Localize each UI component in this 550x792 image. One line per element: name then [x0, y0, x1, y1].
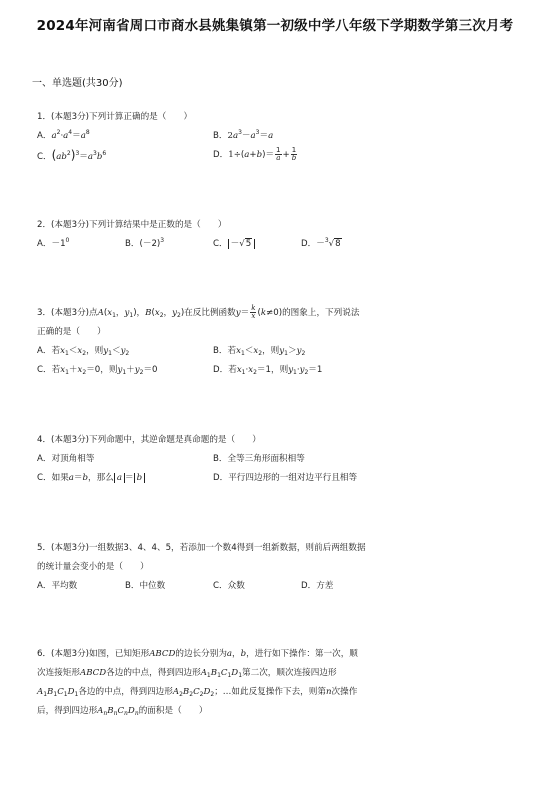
option-a[interactable]: A．平均数	[37, 581, 78, 591]
option-d[interactable]: D．方差	[301, 581, 334, 591]
question-stem: 5．(本题3分)一组数据3、4、4、5，若添加一个数4得到一组新数据，则前后两组数据	[37, 543, 366, 553]
option-a[interactable]: A．$a^2\cdot a^4=a^8$	[37, 129, 90, 141]
section-title: 一、单选题(共30分)	[32, 78, 123, 89]
option-c[interactable]: C．$(ab^2)^3=a^3b^6$	[37, 148, 107, 162]
option-c[interactable]: C．众数	[213, 581, 245, 591]
question-stem-cont: 后，得到四边形$A_nB_nC_nD_n$的面积是（ ）	[37, 706, 208, 717]
question-stem-cont: 正确的是（ ）	[37, 327, 106, 337]
question-stem-cont: 的统计量会变小的是（ ）	[37, 562, 149, 572]
option-a[interactable]: A．对顶角相等	[37, 454, 95, 464]
question-3	[37, 304, 359, 380]
question-6	[37, 645, 358, 721]
option-c[interactable]: C．若$x_1+x_2=0$，则$y_1+y_2=0$	[37, 365, 158, 376]
option-c[interactable]: C． －√5	[213, 235, 255, 254]
question-stem: 4．(本题3分)下列命题中，其逆命题是真命题的是（ ）	[37, 435, 261, 445]
question-stem: 6．(本题3分)如图，已知矩形ABCD的边长分别为a，b，进行如下操作：第一次，顺	[37, 649, 358, 659]
question-stem-cont: 次连接矩形ABCD各边的中点，得到四边形$A_1B_1C_1D_1$第二次，顺次连接四边形	[37, 668, 337, 679]
option-b[interactable]: B．中位数	[125, 581, 166, 591]
question-5	[37, 539, 366, 596]
option-a[interactable]: A．若$x_1<x_2$，则$y_1<y_2$	[37, 346, 130, 357]
option-d[interactable]: D．－$^3$√8	[301, 237, 341, 249]
question-stem-cont: $A_1B_1C_1D_1$各边的中点，得到四边形$A_2B_2C_2D_2$；…如此反复操作下去，则第n次操作	[37, 687, 358, 698]
option-b[interactable]: B．若$x_1<x_2$，则$y_1>y_2$	[213, 346, 306, 357]
question-1	[37, 108, 297, 165]
question-2	[37, 216, 341, 254]
question-stem: 2．(本题3分)下列计算结果中是正数的是（ ）	[37, 220, 227, 230]
question-stem: 3．(本题3分)点$A(x_1$，$y_1$)，$B(x_2$，$y_2$)在反比例函数y＝ $\frac{k}{x}$ (k≠0)的图象上，下列说法	[37, 304, 360, 320]
option-b[interactable]: B．$(-2)^3$	[125, 237, 165, 249]
option-d[interactable]: D．1÷(a+b)＝ $\frac{1}{a}$ + $\frac{1}{b}$	[213, 146, 297, 162]
question-stem: 1．(本题3分)下列计算正确的是（ ）	[37, 112, 193, 122]
page-title: 2024年河南省周口市商水县姚集镇第一初级中学八年级下学期数学第三次月考	[36, 18, 514, 34]
question-4	[37, 431, 358, 488]
option-d[interactable]: D．平行四边形的一组对边平行且相等	[213, 473, 358, 483]
option-a[interactable]: A．$-1^0$	[37, 237, 70, 249]
option-b[interactable]: B．全等三角形面积相等	[213, 454, 305, 464]
option-b[interactable]: B．$2a^3-a^3=a$	[213, 129, 274, 141]
option-c[interactable]: C．如果a＝b，那么 a ＝ b	[37, 473, 145, 483]
option-d[interactable]: D．若$x_1\cdot x_2=1$，则$y_1\cdot y_2=1$	[213, 365, 323, 376]
